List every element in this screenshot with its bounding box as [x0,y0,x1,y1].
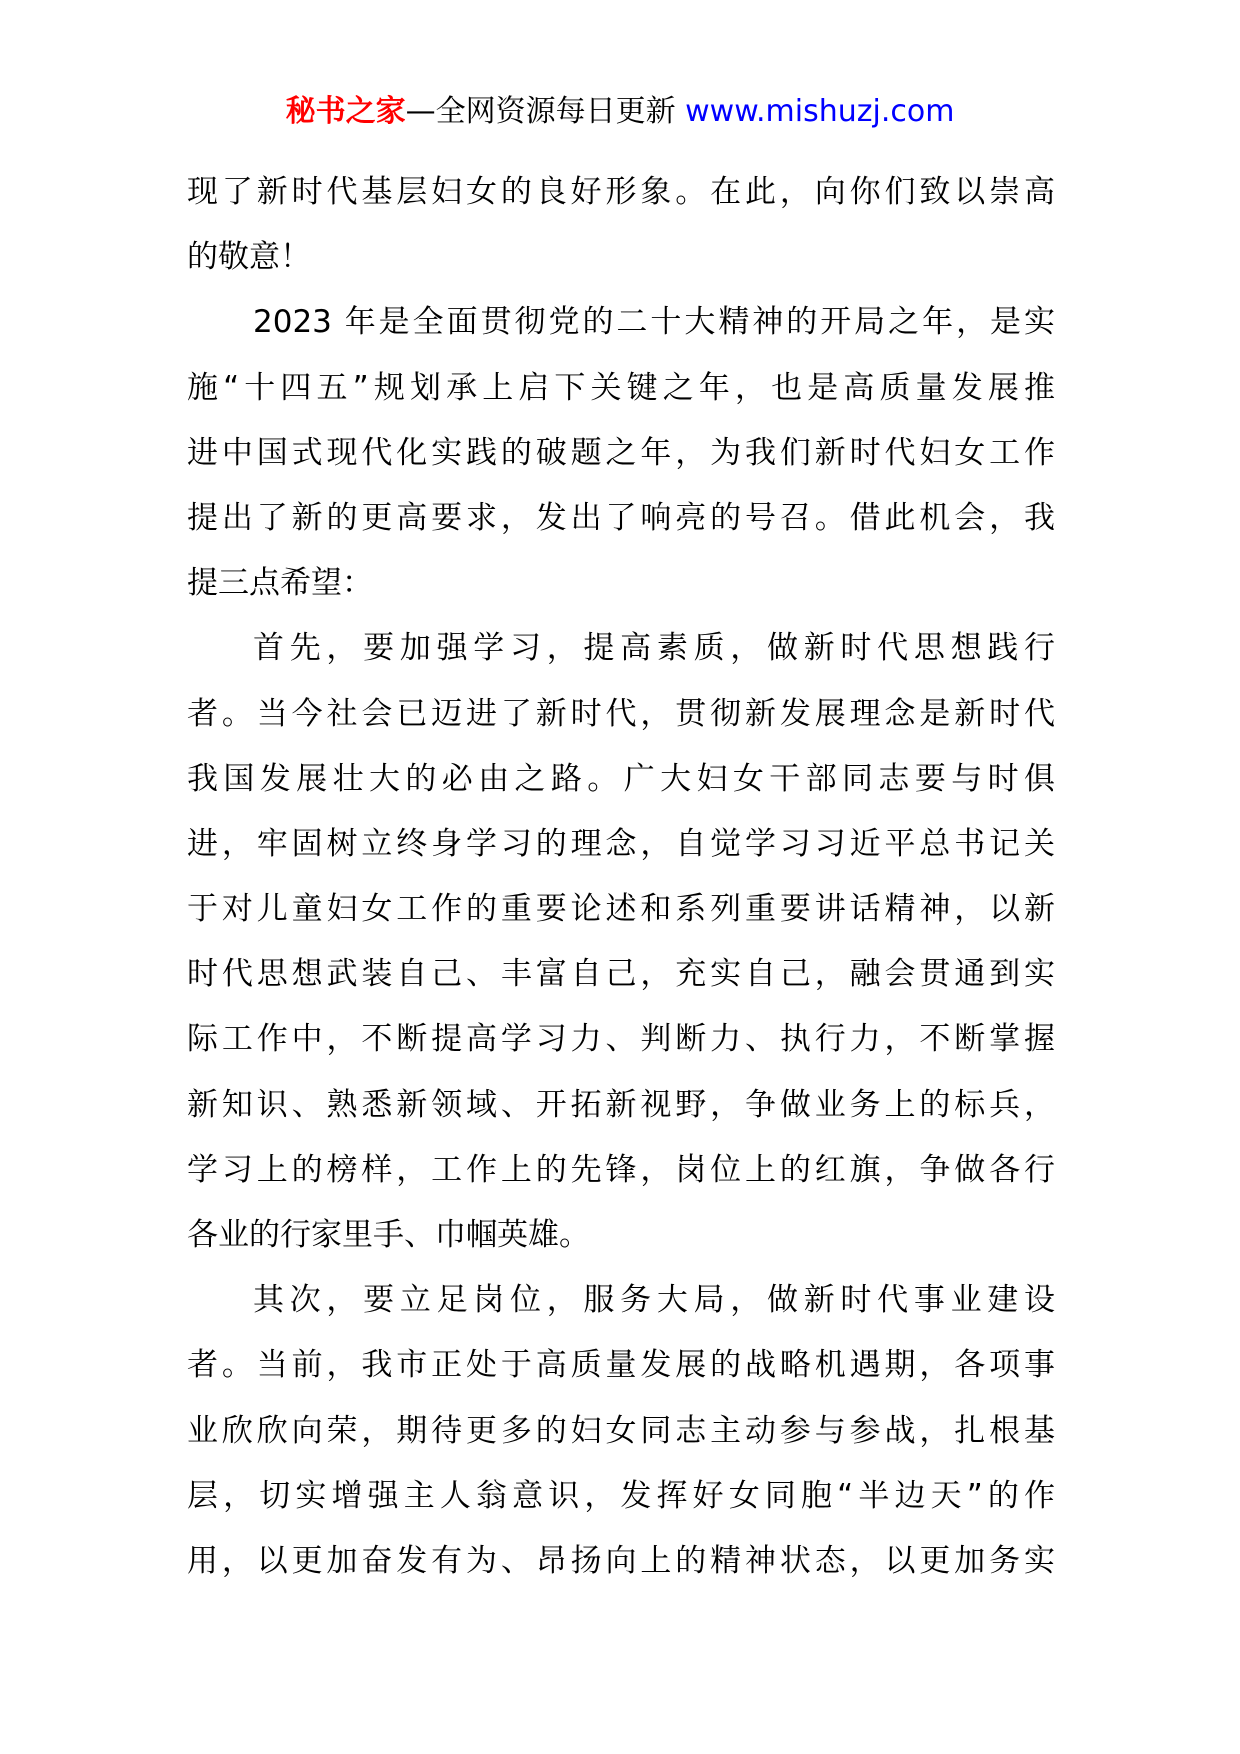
site-tagline: —全网资源每日更新 [405,94,676,129]
text-line: 各业的行家里手、巾帼英雄。 [187,1217,590,1253]
text-line: 层，切实增强主人翁意识，发挥好女同胞“半边天”的作 [187,1477,1055,1514]
text-line: 学习上的榜样，工作上的先锋，岗位上的红旗，争做各行 [187,1151,1055,1188]
text-line: 我国发展壮大的必由之路。广大妇女干部同志要与时俱 [187,760,1055,797]
text-line: 进，牢固树立终身学习的理念，自觉学习习近平总书记关 [187,825,1055,862]
text-line: 的敬意！ [187,239,311,276]
document-body [187,160,1055,1594]
text-line: 者。当今社会已迈进了新时代，贯彻新发展理念是新时代 [187,695,1055,732]
text-line: 提三点希望： [187,565,373,602]
text-line: 用，以更加奋发有为、昂扬向上的精神状态，以更加务实 [187,1542,1055,1579]
text-line: 际工作中，不断提高学习力、判断力、执行力，不断掌握 [187,1021,1055,1058]
text-line: 进中国式现代化实践的破题之年，为我们新时代妇女工作 [187,434,1055,471]
paragraph-first-line: 其次，要立足岗位，服务大局，做新时代事业建设 [253,1282,1055,1319]
site-brand: 秘书之家 [285,94,406,129]
text-line: 业欣欣向荣，期待更多的妇女同志主动参与参战，扎根基 [187,1412,1055,1449]
text-line: 于对儿童妇女工作的重要论述和系列重要讲话精神，以新 [187,891,1055,928]
site-url-link[interactable]: www.mishuzj.com [685,94,955,129]
text-line: 时代思想武装自己、丰富自己，充实自己，融会贯通到实 [187,956,1055,993]
text-line: 施“十四五”规划承上启下关键之年，也是高质量发展推 [187,369,1055,406]
paragraph-first-line: 2023 年是全面贯彻党的二十大精神的开局之年，是实 [253,304,1055,341]
text-line: 现了新时代基层妇女的良好形象。在此，向你们致以崇高 [187,174,1055,210]
text-line: 提出了新的更高要求，发出了响亮的号召。借此机会，我 [187,499,1055,536]
site-header [0,92,1240,132]
text-line: 者。当前，我市正处于高质量发展的战略机遇期，各项事 [187,1347,1055,1384]
paragraph-first-line: 首先，要加强学习，提高素质，做新时代思想践行 [253,630,1055,667]
text-line: 新知识、熟悉新领域、开拓新视野，争做业务上的标兵， [187,1086,1055,1123]
